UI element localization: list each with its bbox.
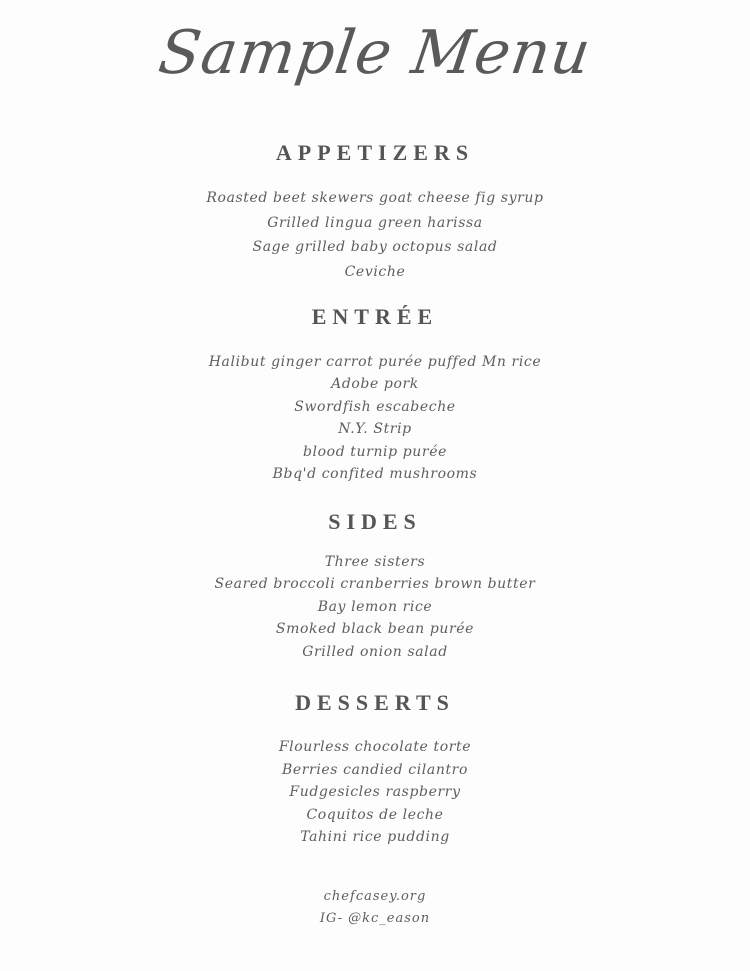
menu-item: Grilled lingua green harissa: [267, 214, 483, 231]
section-heading-sides: SIDES: [328, 509, 422, 534]
menu-item: Fudgesicles raspberry: [289, 784, 461, 800]
menu-item: Swordfish escabeche: [294, 398, 456, 415]
menu-item-list: [0, 551, 750, 663]
menu-item: Ceviche: [344, 263, 406, 280]
menu-item: Bbq'd confited mushrooms: [272, 466, 478, 483]
menu-item: Seared broccoli cranberries brown butter: [214, 576, 536, 593]
footer: [0, 886, 750, 930]
instagram-handle[interactable]: IG- @kc_eason: [319, 911, 431, 926]
menu-item: Adobe pork: [331, 376, 419, 393]
menu-item: Flourless chocolate torte: [278, 739, 472, 755]
menu-item: Sage grilled baby octopus salad: [252, 239, 498, 256]
menu-item-list: [0, 351, 750, 485]
menu-item-list: [0, 186, 750, 284]
menu-item: Grilled onion salad: [302, 643, 448, 660]
section-appetizers: [0, 140, 750, 284]
section-desserts: [0, 690, 750, 849]
menu-item: Tahini rice pudding: [300, 829, 450, 845]
menu-item: blood turnip purée: [303, 443, 447, 460]
menu-item-list: [0, 736, 750, 849]
section-entree: [0, 304, 750, 485]
section-heading-desserts: DESSERTS: [295, 690, 455, 715]
menu-item: Bay lemon rice: [317, 598, 433, 615]
menu-item: Three sisters: [324, 554, 426, 570]
website-link[interactable]: chefcasey.org: [323, 889, 427, 904]
menu-item: Smoked black bean purée: [275, 621, 475, 638]
section-sides: [0, 509, 750, 663]
menu-item: Berries candied cilantro: [281, 761, 468, 778]
menu-item: Roasted beet skewers goat cheese fig syrup: [206, 190, 544, 206]
section-heading-appetizers: APPETIZERS: [275, 140, 475, 165]
menu-title: Sample Menu: [154, 18, 596, 88]
menu-item: N.Y. Strip: [338, 421, 412, 438]
menu-item: Halibut ginger carrot purée puffed Mn rice: [208, 354, 542, 370]
section-heading-entree: ENTRÉE: [311, 304, 439, 329]
menu-item: Coquitos de leche: [306, 806, 444, 823]
